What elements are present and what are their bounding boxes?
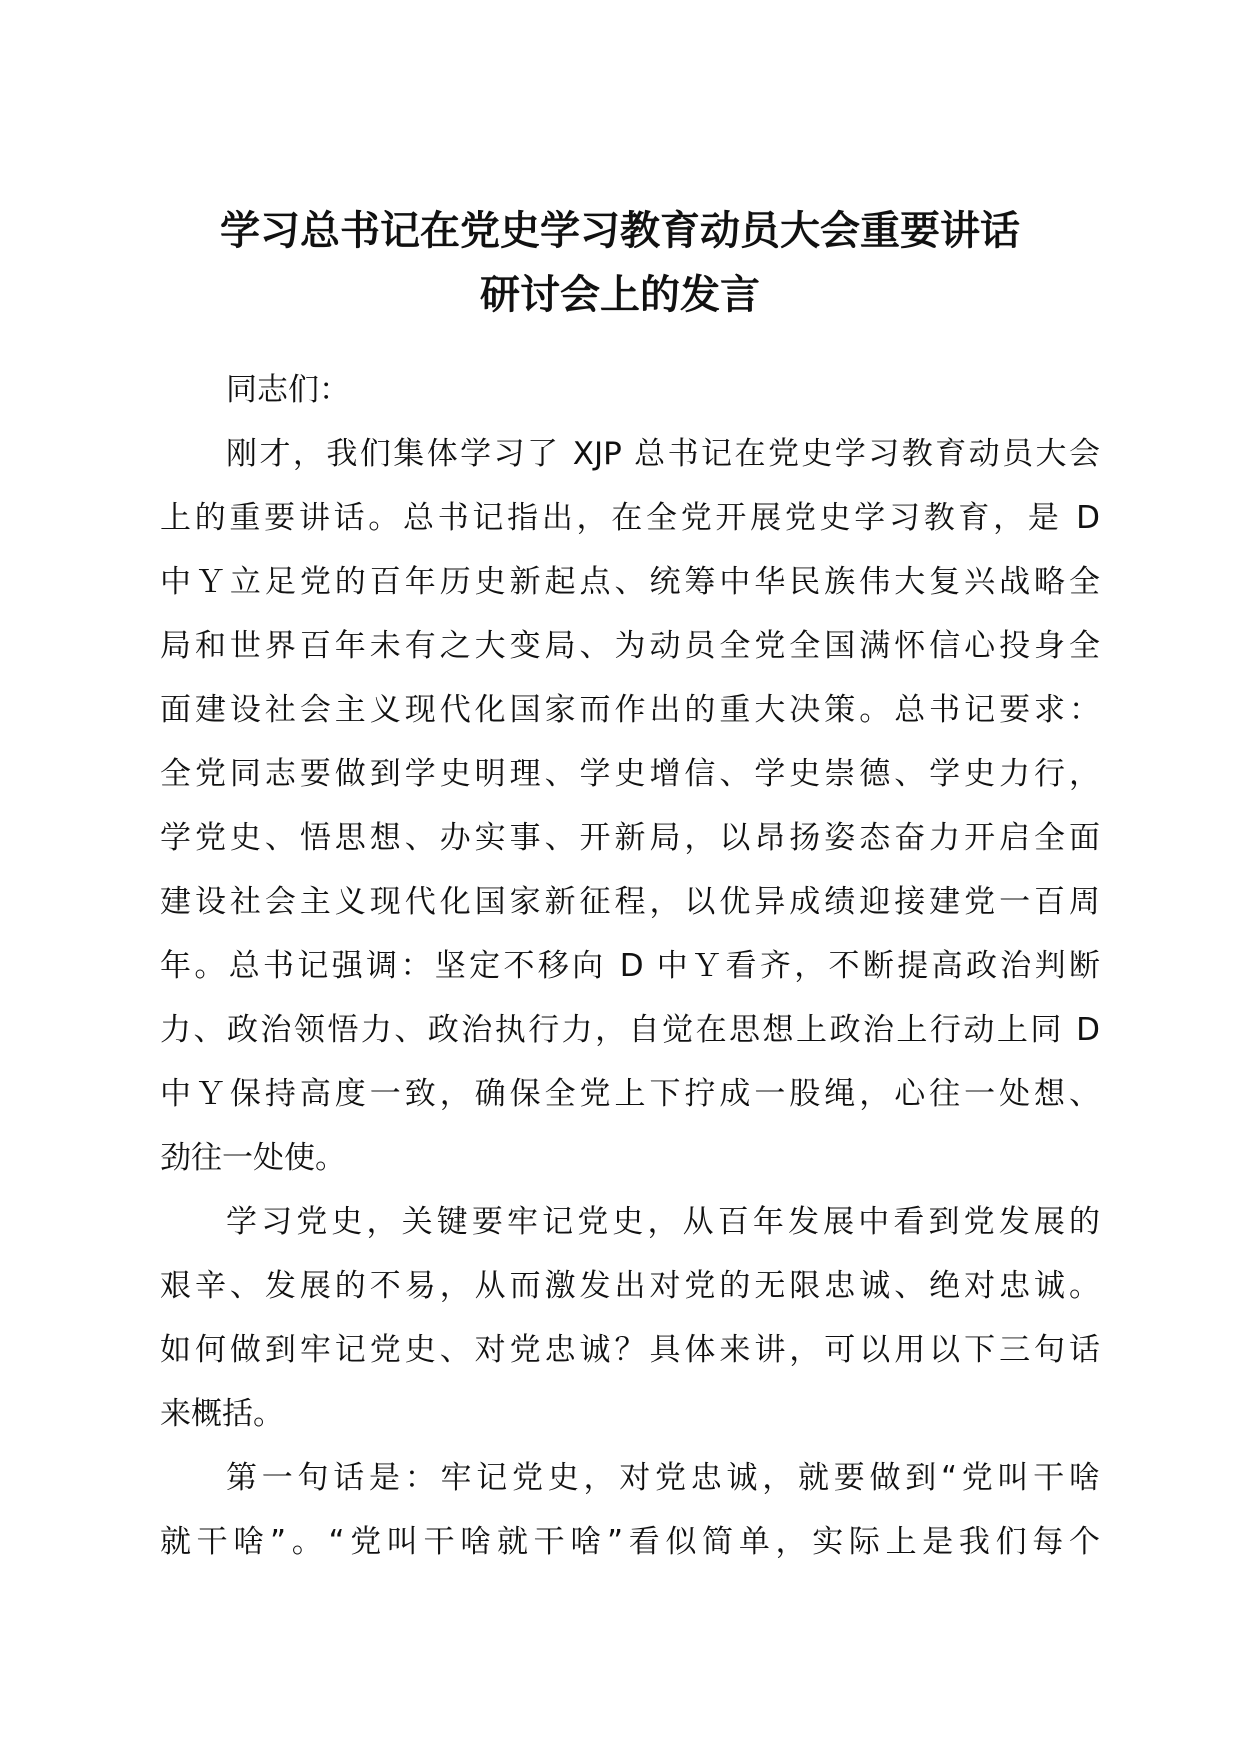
body-line: 第一句话是：牢记党史，对党忠诚，就要做到“党叫干啥 [226, 1460, 1100, 1496]
body-line: 学习党史，关键要牢记党史，从百年发展中看到党发展的 [226, 1204, 1100, 1240]
body-line: 中Ｙ保持高度一致，确保全党上下拧成一股绳，心往一处想、 [160, 1076, 1100, 1112]
body-line: 就干啥”。“党叫干啥就干啥”看似简单，实际上是我们每个 [160, 1524, 1100, 1560]
body-line: 建设社会主义现代化国家新征程，以优异成绩迎接建党一百周 [160, 884, 1100, 920]
body-line: 艰辛、发展的不易，从而激发出对党的无限忠诚、绝对忠诚。 [160, 1268, 1100, 1304]
body-line: 刚才，我们集体学习了 XJP 总书记在党史学习教育动员大会 [226, 436, 1100, 472]
body-line: 劲往一处使。 [160, 1140, 346, 1176]
body-line: 年。总书记强调：坚定不移向 D 中Ｙ看齐，不断提高政治判断 [160, 948, 1100, 984]
document-title-line-2: 研讨会上的发言 [480, 272, 760, 318]
body-line: 上的重要讲话。总书记指出，在全党开展党史学习教育，是 D [160, 500, 1100, 536]
body-line: 来概括。 [160, 1396, 284, 1432]
body-line: 中Ｙ立足党的百年历史新起点、统筹中华民族伟大复兴战略全 [160, 564, 1100, 600]
document-title-line-1: 学习总书记在党史学习教育动员大会重要讲话 [220, 208, 1020, 254]
salutation: 同志们： [226, 372, 350, 408]
body-line: 全党同志要做到学史明理、学史增信、学史崇德、学史力行， [160, 756, 1100, 792]
body-line: 局和世界百年未有之大变局、为动员全党全国满怀信心投身全 [160, 628, 1100, 664]
body-line: 面建设社会主义现代化国家而作出的重大决策。总书记要求： [160, 692, 1100, 728]
body-line: 力、政治领悟力、政治执行力，自觉在思想上政治上行动上同 D [160, 1012, 1100, 1048]
body-line: 学党史、悟思想、办实事、开新局，以昂扬姿态奋力开启全面 [160, 820, 1100, 856]
body-line: 如何做到牢记党史、对党忠诚？具体来讲，可以用以下三句话 [160, 1332, 1100, 1368]
